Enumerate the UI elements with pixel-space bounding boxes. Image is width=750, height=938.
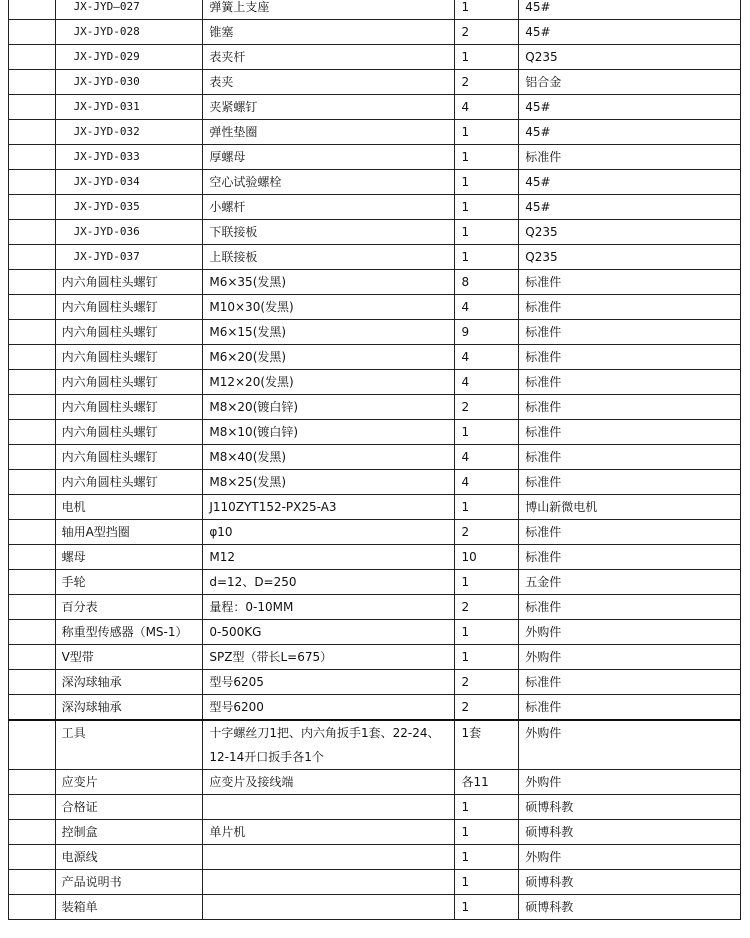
spec-cell: J110ZYT152-PX25-A3 <box>203 495 455 520</box>
spec-cell: 夹紧螺钉 <box>203 95 455 120</box>
part-name-cell: V型带 <box>55 645 203 670</box>
remark-cell: 标准件 <box>519 595 741 620</box>
quantity-cell: 1 <box>455 170 519 195</box>
index-cell <box>9 645 56 670</box>
remark-cell: 45# <box>519 0 741 20</box>
part-name-cell: 内六角圆柱头螺钉 <box>55 320 203 345</box>
quantity-cell: 1套 <box>455 720 519 770</box>
table-row <box>9 670 741 695</box>
spec-cell: M10×30(发黑) <box>203 295 455 320</box>
quantity-cell: 1 <box>455 620 519 645</box>
part-name-cell: JX-JYD-036 <box>55 220 203 245</box>
index-cell <box>9 20 56 45</box>
spec-cell: 下联接板 <box>203 220 455 245</box>
index-cell <box>9 395 56 420</box>
remark-cell: Q235 <box>519 220 741 245</box>
quantity-cell: 1 <box>455 845 519 870</box>
index-cell <box>9 95 56 120</box>
spec-cell: M8×25(发黑) <box>203 470 455 495</box>
spec-cell: 锥塞 <box>203 20 455 45</box>
table-row <box>9 420 741 445</box>
remark-cell: 标准件 <box>519 520 741 545</box>
index-cell <box>9 70 56 95</box>
remark-cell: 标准件 <box>519 420 741 445</box>
spec-cell: 表夹杆 <box>203 45 455 70</box>
part-name-cell: 工具 <box>55 720 203 770</box>
table-row <box>9 820 741 845</box>
part-name-cell: 深沟球轴承 <box>55 695 203 721</box>
spec-cell: M6×20(发黑) <box>203 345 455 370</box>
index-cell <box>9 870 56 895</box>
part-name-cell: JX-JYD—027 <box>55 0 203 20</box>
spec-cell: 0-500KG <box>203 620 455 645</box>
part-name-cell: 内六角圆柱头螺钉 <box>55 370 203 395</box>
table-row <box>9 145 741 170</box>
quantity-cell: 1 <box>455 245 519 270</box>
quantity-cell: 2 <box>455 520 519 545</box>
table-row <box>9 45 741 70</box>
table-row <box>9 795 741 820</box>
remark-cell: Q235 <box>519 245 741 270</box>
table-row <box>9 95 741 120</box>
spec-cell: M12×20(发黑) <box>203 370 455 395</box>
quantity-cell: 1 <box>455 420 519 445</box>
remark-cell: 45# <box>519 170 741 195</box>
spec-cell: 量程：0-10MM <box>203 595 455 620</box>
index-cell <box>9 620 56 645</box>
remark-cell: 铝合金 <box>519 70 741 95</box>
table-row <box>9 595 741 620</box>
spec-cell <box>203 795 455 820</box>
part-name-cell: JX-JYD-029 <box>55 45 203 70</box>
spec-cell <box>203 895 455 920</box>
spec-cell: M8×20(镀白锌) <box>203 395 455 420</box>
quantity-cell: 2 <box>455 670 519 695</box>
quantity-cell: 9 <box>455 320 519 345</box>
table-row <box>9 70 741 95</box>
table-row <box>9 570 741 595</box>
index-cell <box>9 495 56 520</box>
table-row <box>9 320 741 345</box>
spec-cell: 厚螺母 <box>203 145 455 170</box>
quantity-cell: 2 <box>455 70 519 95</box>
remark-cell: 标准件 <box>519 295 741 320</box>
table-row <box>9 0 741 20</box>
index-cell <box>9 45 56 70</box>
spec-cell: d=12、D=250 <box>203 570 455 595</box>
remark-cell: 标准件 <box>519 395 741 420</box>
spec-cell: 上联接板 <box>203 245 455 270</box>
remark-cell: 标准件 <box>519 370 741 395</box>
spec-cell: SPZ型（带长L=675） <box>203 645 455 670</box>
part-name-cell: 内六角圆柱头螺钉 <box>55 345 203 370</box>
remark-cell: 博山新微电机 <box>519 495 741 520</box>
part-name-cell: JX-JYD-035 <box>55 195 203 220</box>
index-cell <box>9 670 56 695</box>
remark-cell: 外购件 <box>519 720 741 770</box>
spec-cell: M6×35(发黑) <box>203 270 455 295</box>
parts-table <box>8 0 741 920</box>
quantity-cell: 1 <box>455 895 519 920</box>
table-row <box>9 620 741 645</box>
table-row <box>9 20 741 45</box>
part-name-cell: 内六角圆柱头螺钉 <box>55 270 203 295</box>
part-name-cell: 合格证 <box>55 795 203 820</box>
remark-cell: 45# <box>519 95 741 120</box>
quantity-cell: 4 <box>455 370 519 395</box>
part-name-cell: JX-JYD-030 <box>55 70 203 95</box>
index-cell <box>9 270 56 295</box>
index-cell <box>9 895 56 920</box>
part-name-cell: 电机 <box>55 495 203 520</box>
table-row <box>9 845 741 870</box>
remark-cell: 45# <box>519 120 741 145</box>
table-row <box>9 720 741 770</box>
spec-cell: φ10 <box>203 520 455 545</box>
part-name-cell: 装箱单 <box>55 895 203 920</box>
index-cell <box>9 720 56 770</box>
index-cell <box>9 195 56 220</box>
quantity-cell: 1 <box>455 195 519 220</box>
remark-cell: 标准件 <box>519 345 741 370</box>
part-name-cell: 螺母 <box>55 545 203 570</box>
spec-cell <box>203 870 455 895</box>
table-row <box>9 770 741 795</box>
table-row <box>9 120 741 145</box>
part-name-cell: 深沟球轴承 <box>55 670 203 695</box>
quantity-cell: 1 <box>455 820 519 845</box>
quantity-cell: 1 <box>455 145 519 170</box>
part-name-cell: JX-JYD-032 <box>55 120 203 145</box>
part-name-cell: 百分表 <box>55 595 203 620</box>
spec-cell <box>203 845 455 870</box>
table-row <box>9 695 741 721</box>
index-cell <box>9 170 56 195</box>
remark-cell: 外购件 <box>519 845 741 870</box>
remark-cell: 标准件 <box>519 270 741 295</box>
index-cell <box>9 470 56 495</box>
remark-cell: 标准件 <box>519 545 741 570</box>
index-cell <box>9 795 56 820</box>
part-name-cell: 应变片 <box>55 770 203 795</box>
quantity-cell: 1 <box>455 495 519 520</box>
part-name-cell: JX-JYD-034 <box>55 170 203 195</box>
index-cell <box>9 595 56 620</box>
remark-cell: 标准件 <box>519 320 741 345</box>
quantity-cell: 1 <box>455 120 519 145</box>
quantity-cell: 4 <box>455 95 519 120</box>
index-cell <box>9 295 56 320</box>
remark-cell: 硕博科教 <box>519 820 741 845</box>
part-name-cell: 内六角圆柱头螺钉 <box>55 420 203 445</box>
part-name-cell: 电源线 <box>55 845 203 870</box>
part-name-cell: 内六角圆柱头螺钉 <box>55 395 203 420</box>
table-row <box>9 195 741 220</box>
remark-cell: Q235 <box>519 45 741 70</box>
table-row <box>9 345 741 370</box>
index-cell <box>9 820 56 845</box>
spec-cell: 单片机 <box>203 820 455 845</box>
remark-cell: 硕博科教 <box>519 795 741 820</box>
index-cell <box>9 370 56 395</box>
table-row <box>9 495 741 520</box>
part-name-cell: 称重型传感器（MS-1） <box>55 620 203 645</box>
index-cell <box>9 120 56 145</box>
spec-cell: M6×15(发黑) <box>203 320 455 345</box>
quantity-cell: 1 <box>455 870 519 895</box>
table-row <box>9 295 741 320</box>
remark-cell: 标准件 <box>519 470 741 495</box>
quantity-cell: 2 <box>455 20 519 45</box>
spec-cell: 弹性垫圈 <box>203 120 455 145</box>
part-name-cell: 内六角圆柱头螺钉 <box>55 445 203 470</box>
quantity-cell: 1 <box>455 0 519 20</box>
table-row <box>9 520 741 545</box>
remark-cell: 硕博科教 <box>519 895 741 920</box>
quantity-cell: 8 <box>455 270 519 295</box>
spec-cell: 弹簧上支座 <box>203 0 455 20</box>
remark-cell: 硕博科教 <box>519 870 741 895</box>
quantity-cell: 2 <box>455 395 519 420</box>
quantity-cell: 4 <box>455 470 519 495</box>
spec-cell: 空心试验螺栓 <box>203 170 455 195</box>
index-cell <box>9 0 56 20</box>
spec-cell: 应变片及接线端 <box>203 770 455 795</box>
remark-cell: 外购件 <box>519 620 741 645</box>
index-cell <box>9 520 56 545</box>
remark-cell: 标准件 <box>519 145 741 170</box>
index-cell <box>9 570 56 595</box>
quantity-cell: 4 <box>455 445 519 470</box>
spec-cell: M12 <box>203 545 455 570</box>
quantity-cell: 2 <box>455 695 519 721</box>
spec-cell: 型号6205 <box>203 670 455 695</box>
table-row <box>9 245 741 270</box>
index-cell <box>9 320 56 345</box>
part-name-cell: 产品说明书 <box>55 870 203 895</box>
remark-cell: 标准件 <box>519 670 741 695</box>
spec-cell: M8×10(镀白锌) <box>203 420 455 445</box>
quantity-cell: 1 <box>455 220 519 245</box>
spec-cell: M8×40(发黑) <box>203 445 455 470</box>
quantity-cell: 1 <box>455 645 519 670</box>
index-cell <box>9 695 56 721</box>
index-cell <box>9 145 56 170</box>
remark-cell: 外购件 <box>519 770 741 795</box>
index-cell <box>9 220 56 245</box>
remark-cell: 标准件 <box>519 445 741 470</box>
remark-cell: 外购件 <box>519 645 741 670</box>
index-cell <box>9 420 56 445</box>
quantity-cell: 4 <box>455 345 519 370</box>
part-name-cell: 内六角圆柱头螺钉 <box>55 295 203 320</box>
quantity-cell: 4 <box>455 295 519 320</box>
quantity-cell: 1 <box>455 45 519 70</box>
remark-cell: 45# <box>519 20 741 45</box>
index-cell <box>9 545 56 570</box>
part-name-cell: 手轮 <box>55 570 203 595</box>
table-row <box>9 870 741 895</box>
part-name-cell: JX-JYD-028 <box>55 20 203 45</box>
index-cell <box>9 345 56 370</box>
remark-cell: 标准件 <box>519 695 741 721</box>
table-row <box>9 545 741 570</box>
remark-cell: 五金件 <box>519 570 741 595</box>
part-name-cell: JX-JYD-033 <box>55 145 203 170</box>
table-row <box>9 170 741 195</box>
index-cell <box>9 770 56 795</box>
table-row <box>9 470 741 495</box>
spec-cell: 表夹 <box>203 70 455 95</box>
table-row <box>9 445 741 470</box>
table-row <box>9 370 741 395</box>
quantity-cell: 1 <box>455 570 519 595</box>
table-row <box>9 270 741 295</box>
part-name-cell: 控制盒 <box>55 820 203 845</box>
quantity-cell: 各11 <box>455 770 519 795</box>
part-name-cell: 轴用A型挡圈 <box>55 520 203 545</box>
quantity-cell: 1 <box>455 795 519 820</box>
index-cell <box>9 845 56 870</box>
table-row <box>9 895 741 920</box>
spec-cell: 小螺杆 <box>203 195 455 220</box>
part-name-cell: JX-JYD-037 <box>55 245 203 270</box>
index-cell <box>9 445 56 470</box>
quantity-cell: 10 <box>455 545 519 570</box>
remark-cell: 45# <box>519 195 741 220</box>
table-row <box>9 395 741 420</box>
spec-cell: 型号6200 <box>203 695 455 721</box>
table-row <box>9 220 741 245</box>
part-name-cell: JX-JYD-031 <box>55 95 203 120</box>
table-row <box>9 645 741 670</box>
quantity-cell: 2 <box>455 595 519 620</box>
part-name-cell: 内六角圆柱头螺钉 <box>55 470 203 495</box>
spec-cell: 十字螺丝刀1把、内六角扳手1套、22-24、12-14开口扳手各1个 <box>203 720 455 770</box>
index-cell <box>9 245 56 270</box>
